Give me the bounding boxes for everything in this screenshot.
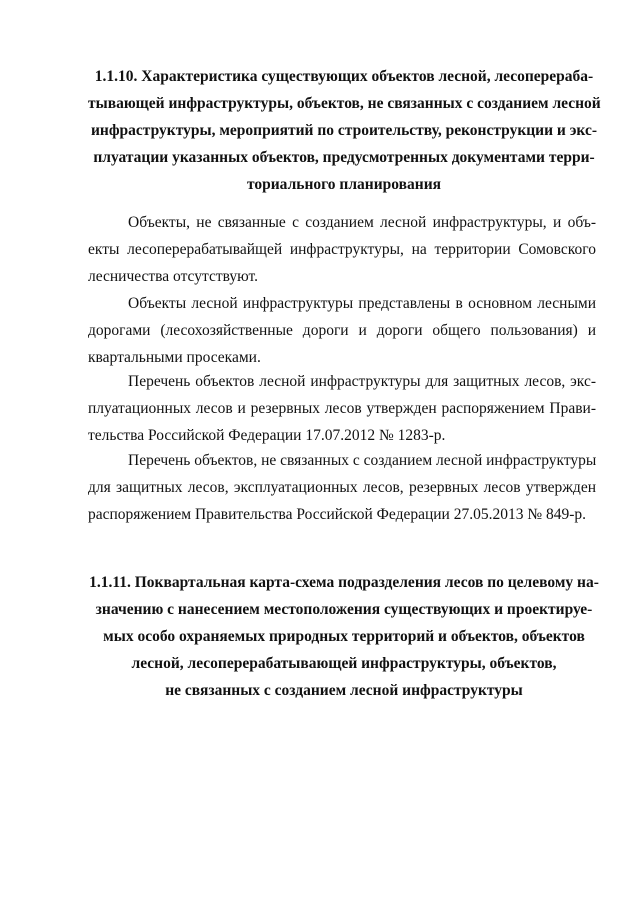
paragraph-line: лесничества отсутствуют. — [88, 268, 259, 285]
paragraph-line: Перечень объектов лесной инфраструктуры для защитных лесов, экс- — [128, 373, 596, 390]
paragraph-forest-roads — [88, 290, 596, 371]
paragraph-non-infrastructure-list — [88, 447, 596, 528]
heading-line: значению с нанесением местоположения существующих и проектируе- — [95, 601, 593, 618]
heading-line: 1.1.10. Характеристика существующих объектов лесной, лесоперераба- — [94, 68, 594, 85]
heading-line: 1.1.11. Поквартальная карта-схема подразделения лесов по целевому на- — [89, 574, 599, 591]
paragraph-no-objects — [88, 209, 596, 290]
paragraph-line: квартальными просеками. — [88, 349, 261, 366]
heading-line: тывающей инфраструктуры, объектов, не связанных с созданием лесной — [88, 95, 601, 112]
heading-line: лесной, лесоперерабатывающей инфраструктуры, объектов, — [131, 655, 557, 672]
paragraph-line: екты лесоперерабатывайщей инфраструктуры, на территории Сомовского — [88, 241, 596, 258]
paragraph-line: для защитных лесов, эксплуатационных лесов, резервных лесов утвержден — [88, 479, 596, 496]
paragraph-infrastructure-list — [88, 368, 596, 449]
heading-line: не связанных с созданием лесной инфраструктуры — [165, 682, 523, 699]
paragraph-line: тельства Российской Федерации 17.07.2012 № 1283-р. — [88, 427, 446, 444]
heading-line: мых особо охраняемых природных территорий и объектов, объектов — [103, 628, 585, 645]
heading-line: инфраструктуры, мероприятий по строительству, реконструкции и экс- — [90, 122, 598, 139]
paragraph-line: дорогами (лесохозяйственные дороги и дороги общего пользования) и — [88, 322, 596, 339]
heading-line: ториального планирования — [246, 176, 442, 193]
paragraph-line: Перечень объектов, не связанных с созданием лесной инфраструктуры — [128, 452, 597, 469]
paragraph-line: Объекты лесной инфраструктуры представлены в основном лесными — [128, 295, 596, 312]
paragraph-line: распоряжением Правительства Российской Федерации 27.05.2013 № 849-р. — [88, 506, 587, 523]
section-heading-1-1-11 — [88, 569, 600, 704]
paragraph-line: плуатационных лесов и резервных лесов утвержден распоряжением Прави- — [88, 400, 596, 417]
paragraph-line: Объекты, не связанные с созданием лесной инфраструктуры, и объ- — [128, 214, 596, 231]
heading-line: плуатации указанных объектов, предусмотренных документами терри- — [93, 149, 595, 166]
section-heading-1-1-10 — [88, 63, 600, 198]
